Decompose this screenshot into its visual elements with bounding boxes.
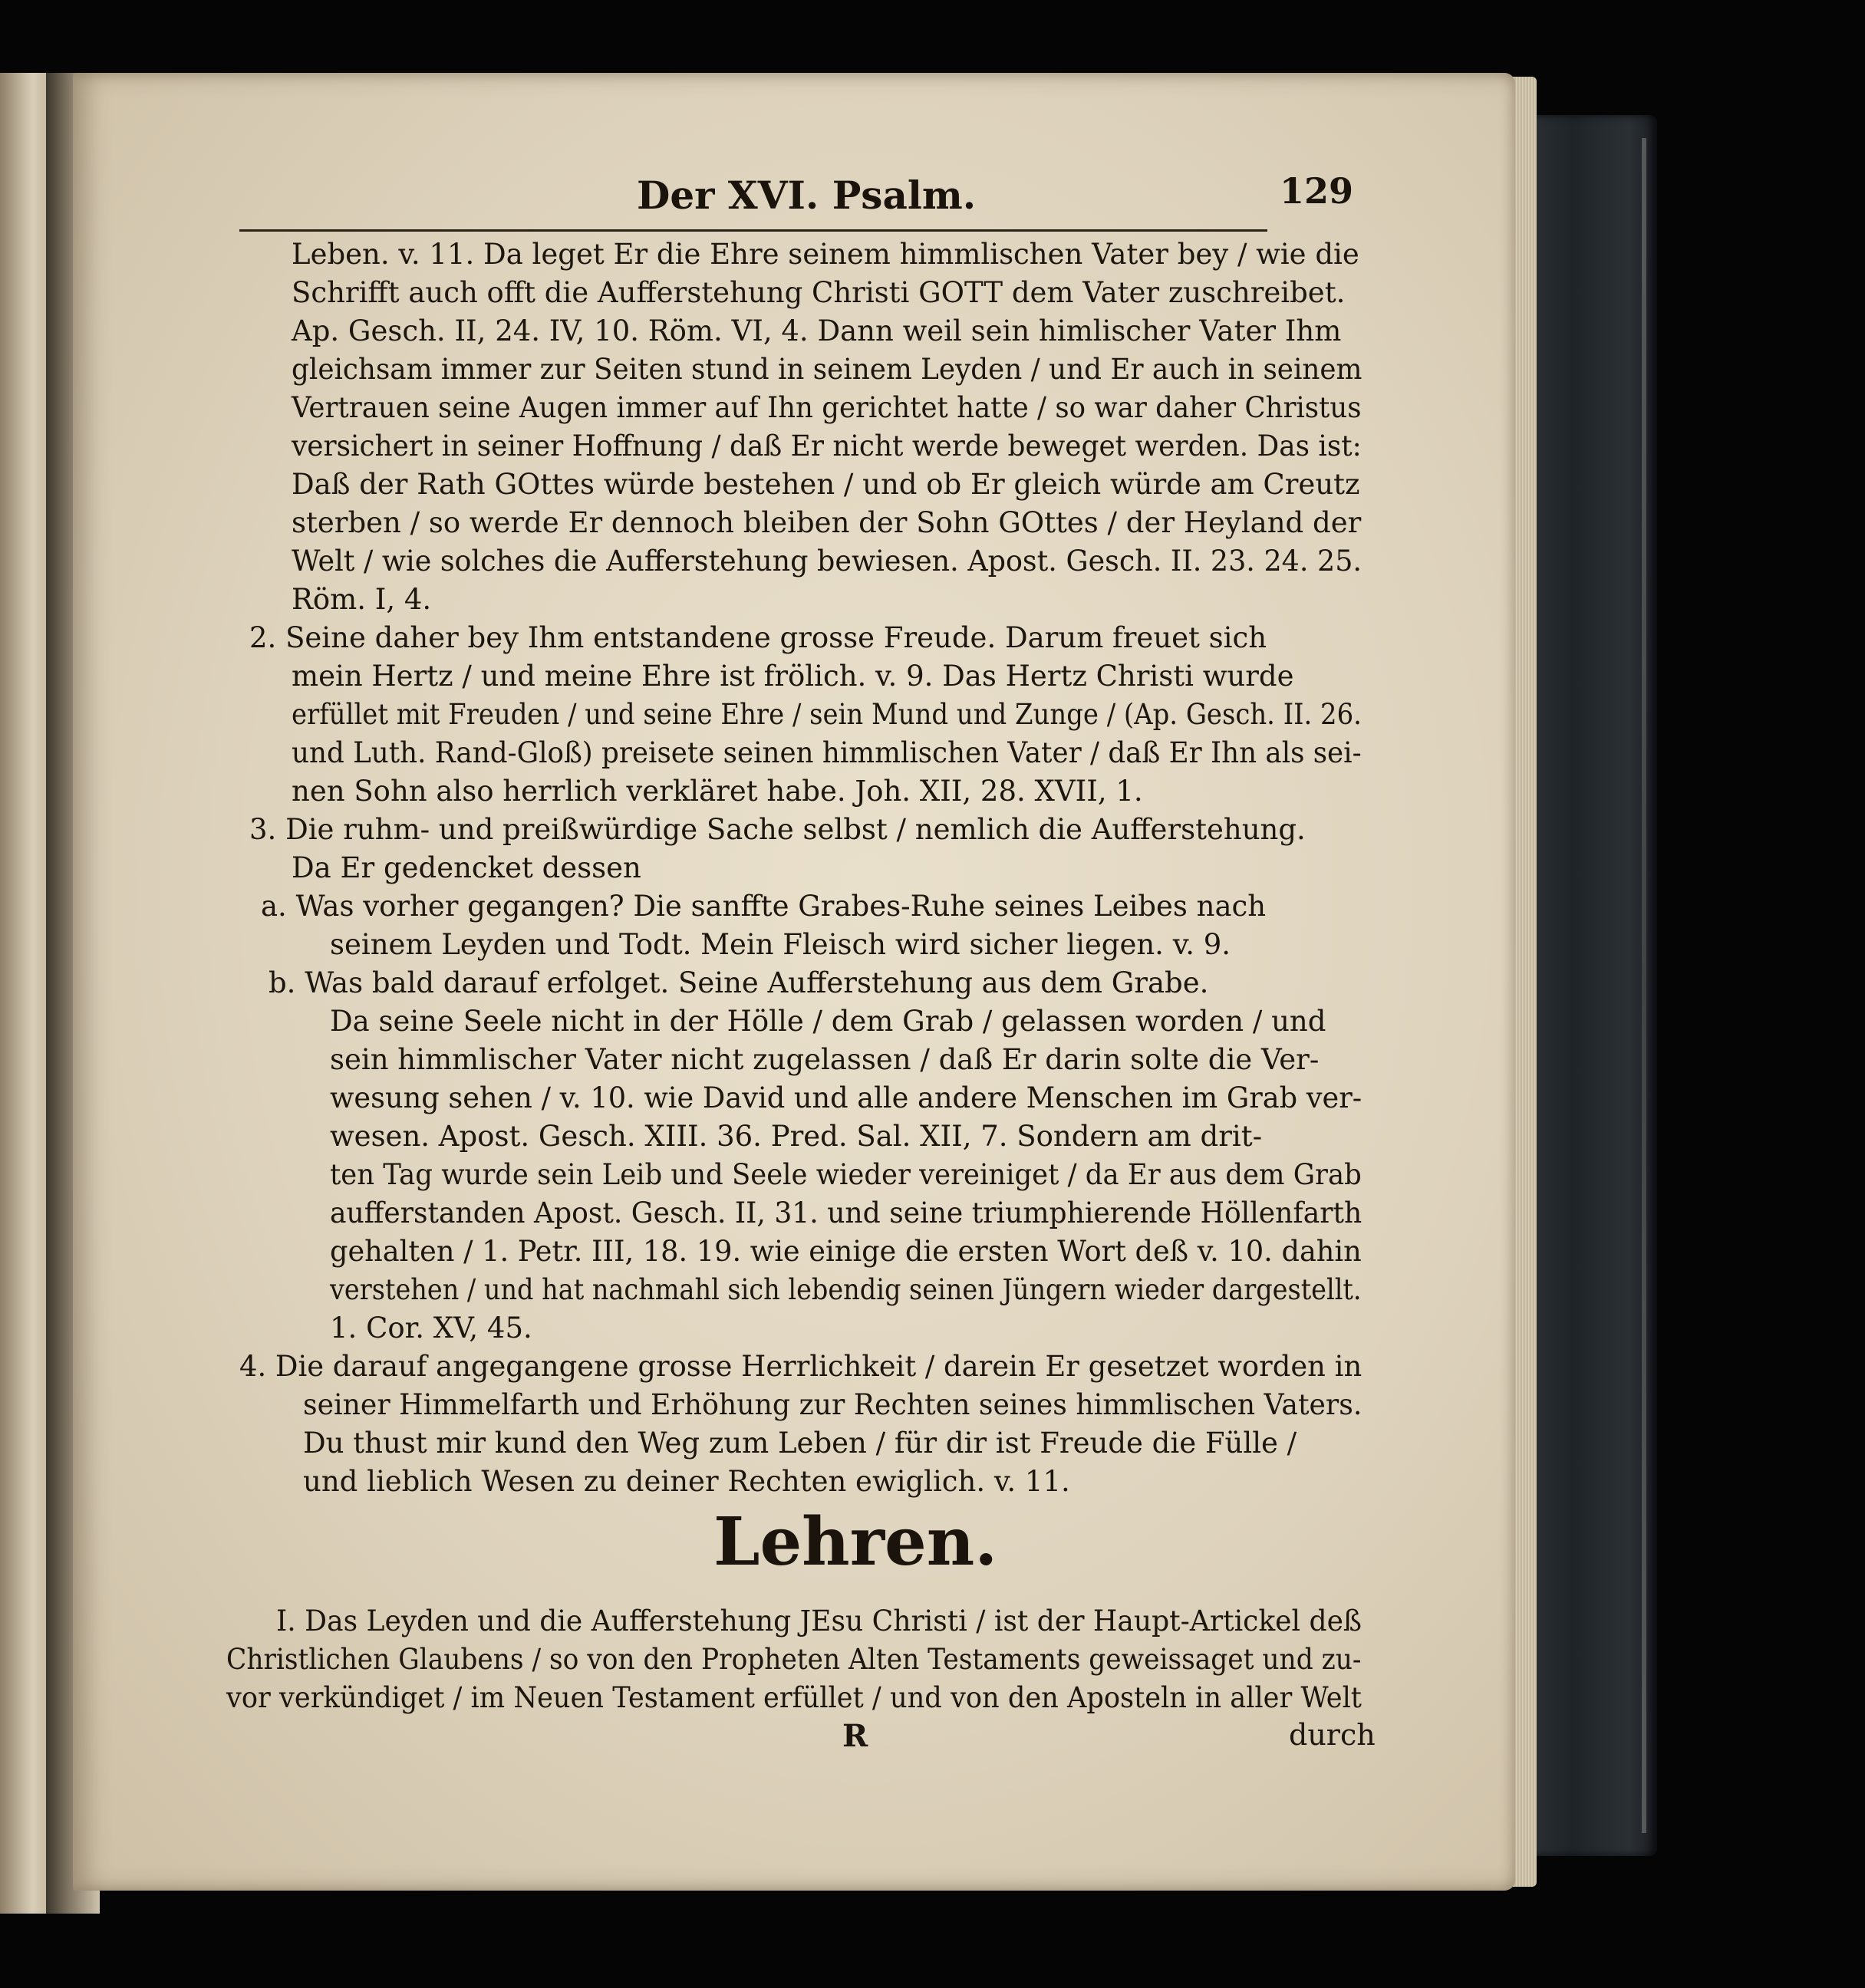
body-line: wesen. Apost. Gesch. XIII. 36. Pred. Sal. XII, 7. Sondern am drit- [330, 1120, 1263, 1153]
body-line: Röm. I, 4. [292, 583, 432, 616]
section-heading: Lehren. [713, 1503, 998, 1581]
running-title: Der XVI. Psalm. [637, 173, 977, 218]
catchword: durch [1289, 1718, 1376, 1752]
body-line: seiner Himmelfarth und Erhöhung zur Rechten seines himmlischen Vaters. [303, 1388, 1363, 1421]
body-line: versichert in seiner Hoffnung / daß Er nicht werde beweget werden. Das ist: [292, 430, 1362, 462]
body-line: 2. Seine daher bey Ihm entstandene grosse Freude. Darum freuet sich [249, 621, 1267, 654]
body-line: erfüllet mit Freuden / und seine Ehre / sein Mund und Zunge / (Ap. Gesch. II. 26. [292, 698, 1362, 731]
body-line: Ap. Gesch. II, 24. IV, 10. Röm. VI, 4. Dann weil sein himlischer Vater Ihm [292, 314, 1342, 347]
body-line: Leben. v. 11. Da leget Er die Ehre seinem himmlischen Vater bey / wie die [292, 238, 1359, 271]
body-line: Da seine Seele nicht in der Hölle / dem Grab / gelassen worden / und [330, 1005, 1326, 1038]
lehren-line: vor verkündiget / im Neuen Testament erfüllet / und von den Aposteln in aller Welt [226, 1681, 1362, 1714]
body-line: 4. Die darauf angegangene grosse Herrlichkeit / darein Er gesetzet worden in [239, 1350, 1363, 1383]
body-line: gehalten / 1. Petr. III, 18. 19. wie einige die ersten Wort deß v. 10. dahin [330, 1235, 1362, 1268]
body-line: und lieblich Wesen zu deiner Rechten ewiglich. v. 11. [303, 1465, 1070, 1498]
body-line: a. Was vorher gegangen? Die sanffte Grabes-Ruhe seines Leibes nach [261, 890, 1267, 923]
body-line: wesung sehen / v. 10. wie David und alle andere Menschen im Grab ver- [330, 1081, 1363, 1114]
body-line: mein Hertz / und meine Ehre ist frölich. v. 9. Das Hertz Christi wurde [292, 660, 1294, 693]
body-line: Daß der Rath GOttes würde bestehen / und ob Er gleich würde am Creutz [292, 468, 1360, 501]
body-line: sterben / so werde Er dennoch bleiben der Sohn GOttes / der Heyland der [292, 506, 1362, 539]
body-line: und Luth. Rand-Gloß) preisete seinen himmlischen Vater / daß Er Ihn als sei- [292, 736, 1362, 769]
body-line: aufferstanden Apost. Gesch. II, 31. und seine triumphierende Höllenfarth [330, 1196, 1363, 1229]
body-line: Welt / wie solches die Aufferstehung bewiesen. Apost. Gesch. II. 23. 24. 25. [292, 545, 1362, 578]
body-line: Schrifft auch offt die Aufferstehung Christi GOTT dem Vater zuschreibet. [292, 276, 1346, 309]
body-line: seinem Leyden und Todt. Mein Fleisch wird sicher liegen. v. 9. [330, 928, 1231, 961]
header-rule [239, 229, 1267, 232]
body-line: Vertrauen seine Augen immer auf Ihn gerichtet hatte / so war daher Christus [292, 391, 1362, 424]
body-line: Da Er gedencket dessen [292, 851, 641, 884]
body-line: sein himmlischer Vater nicht zugelassen / daß Er darin solte die Ver- [330, 1043, 1320, 1076]
body-line: Du thust mir kund den Weg zum Leben / für dir ist Freude die Fülle / [303, 1427, 1297, 1460]
signature-mark: R [842, 1718, 868, 1754]
body-line: 1. Cor. XV, 45. [330, 1312, 532, 1345]
body-line: nen Sohn also herrlich verkläret habe. Joh. XII, 28. XVII, 1. [292, 775, 1143, 808]
body-line: b. Was bald darauf erfolget. Seine Aufferstehung aus dem Grabe. [269, 966, 1209, 999]
body-line: ten Tag wurde sein Leib und Seele wieder vereiniget / da Er aus dem Grab [330, 1158, 1362, 1191]
page-number: 129 [1280, 170, 1354, 212]
lehren-line: Christlichen Glaubens / so von den Propheten Alten Testaments geweissaget und zu- [226, 1643, 1362, 1676]
lehren-line: I. Das Leyden und die Aufferstehung JEsu Christi / ist der Haupt-Artickel deß [276, 1605, 1363, 1637]
body-line: gleichsam immer zur Seiten stund in seinem Leyden / und Er auch in seinem [292, 353, 1363, 386]
body-line: verstehen / und hat nachmahl sich lebendig seinen Jüngern wieder dargestellt. [330, 1273, 1362, 1306]
body-line: 3. Die ruhm- und preißwürdige Sache selbst / nemlich die Aufferstehung. [249, 813, 1306, 846]
